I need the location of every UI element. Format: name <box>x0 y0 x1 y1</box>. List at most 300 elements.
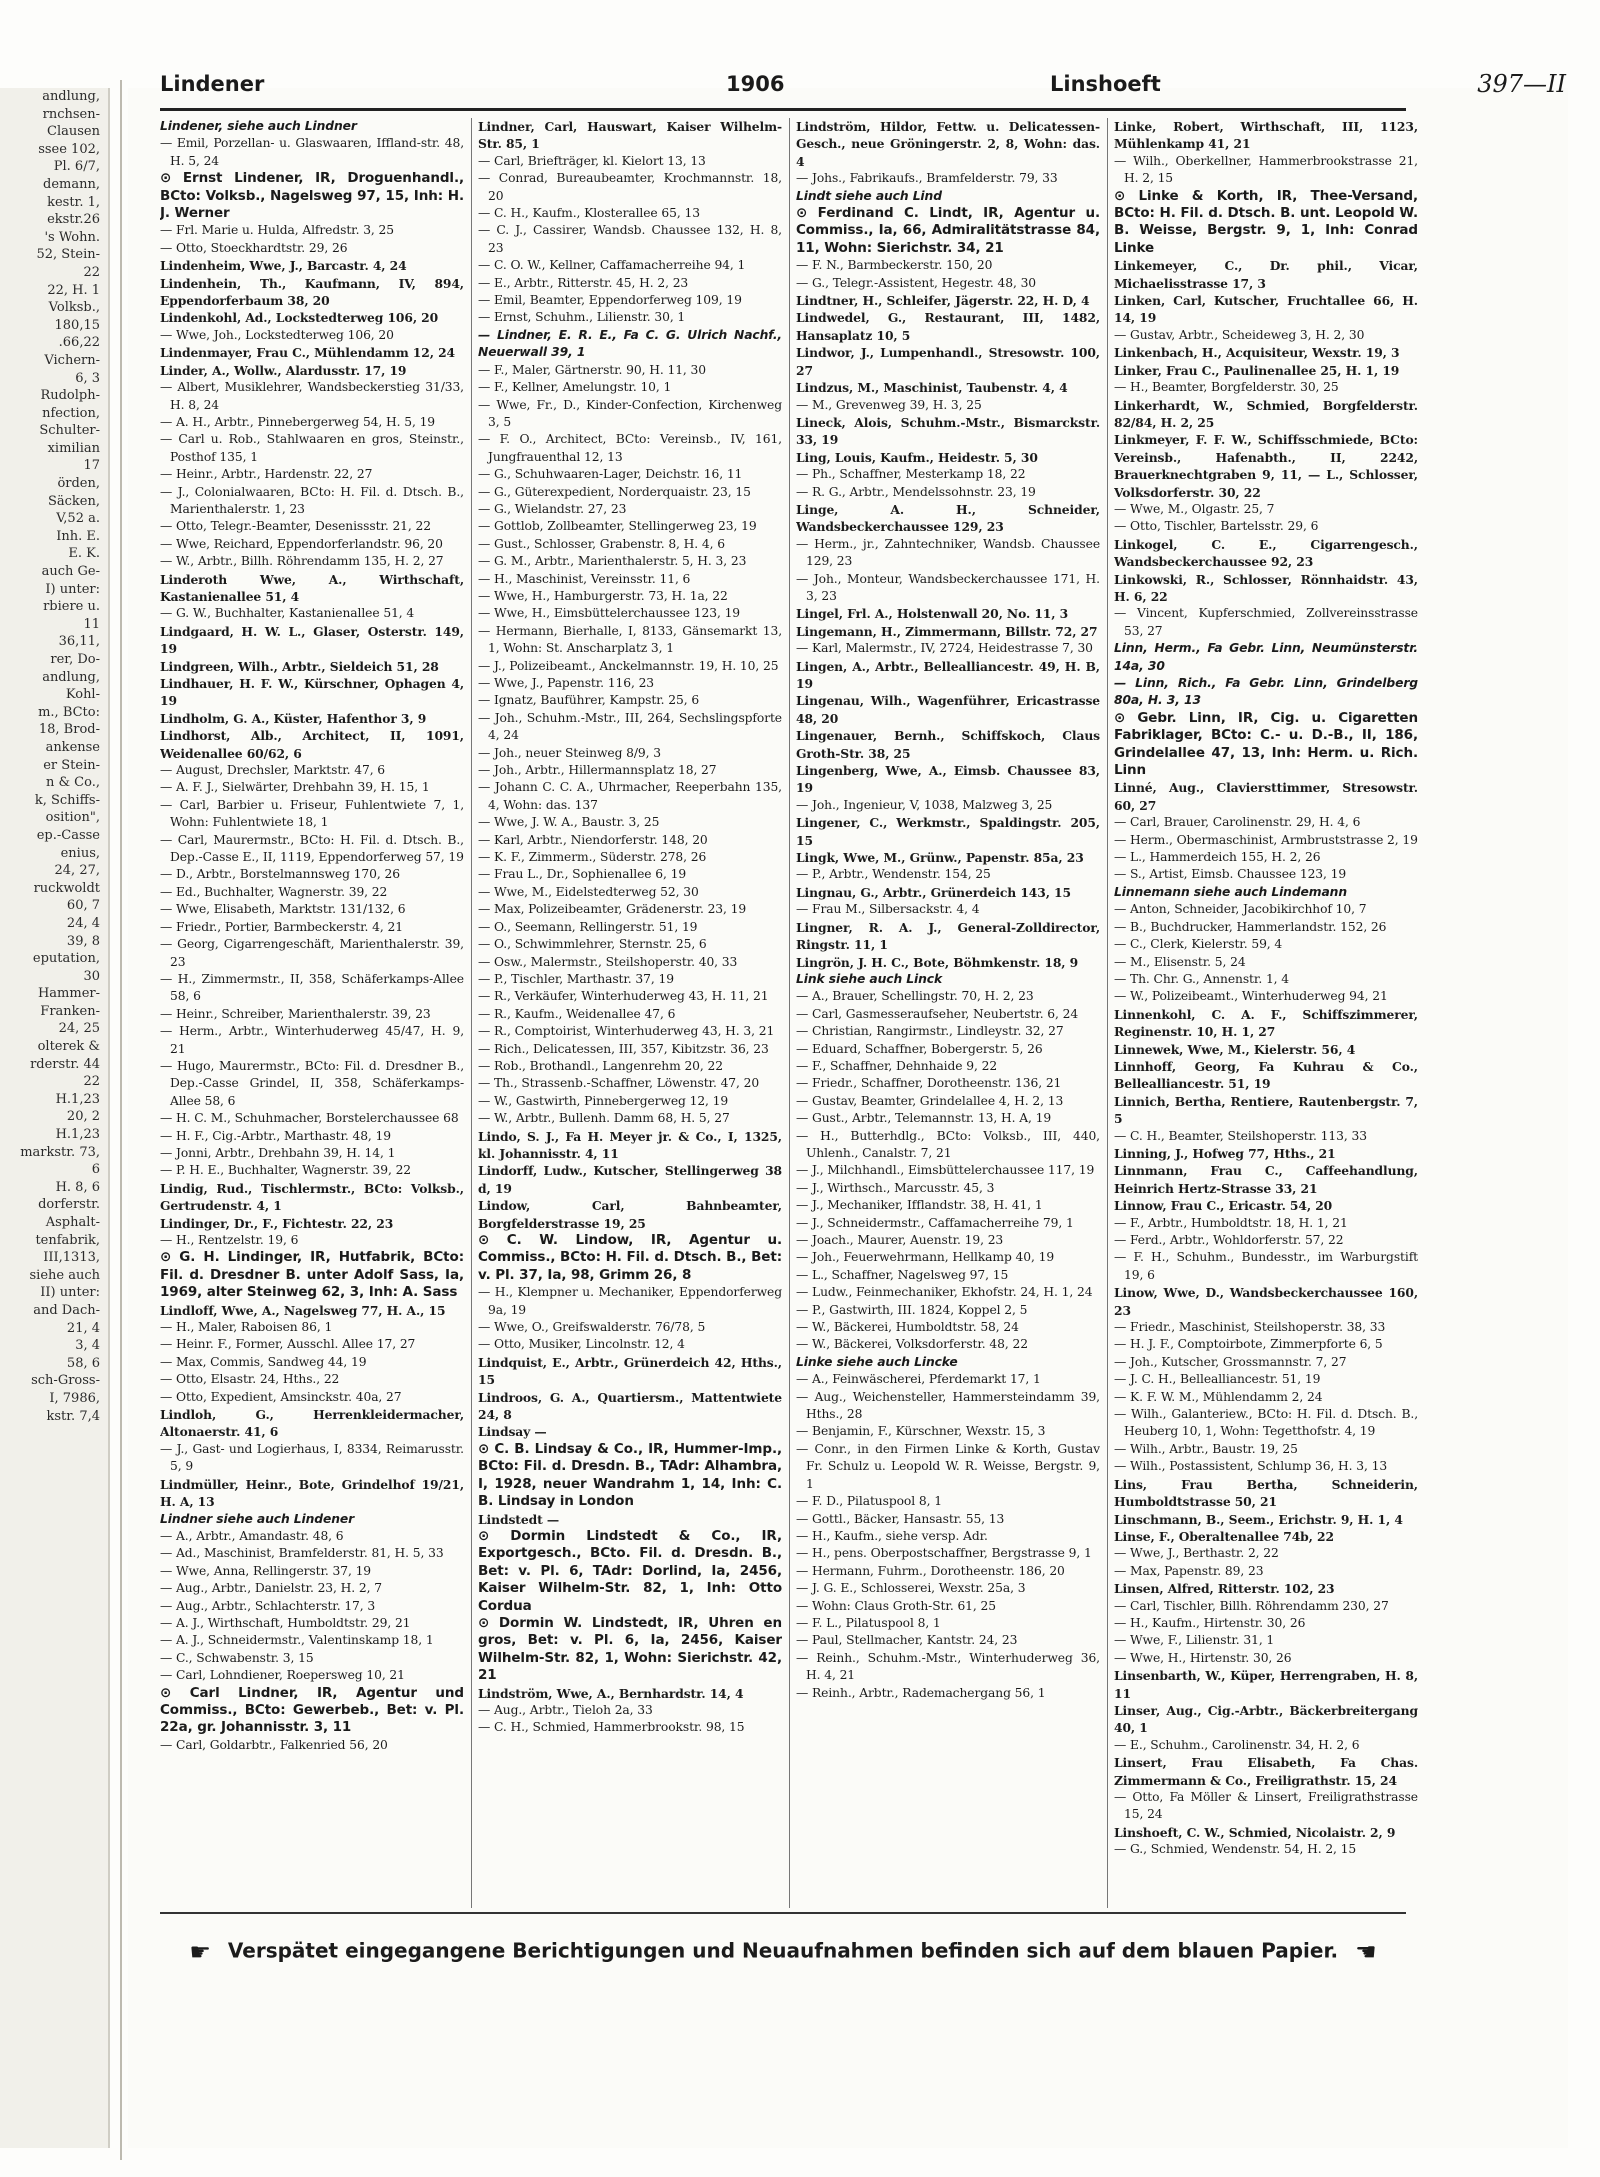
directory-entry: — R., Comptoirist, Winterhuderweg 43, H. 3, 21 <box>478 1024 775 1039</box>
directory-entry: Linnhoff, Georg, Fa Kuhrau & Co., Bellealliancestr. 51, 19 <box>1114 1058 1418 1092</box>
directory-entry: — G., Schuhwaaren-Lager, Deichstr. 16, 11 <box>478 467 743 482</box>
directory-entry: ⊙ Linke & Korth, IR, Thee-Versand, BCto: H. Fil. d. Dtsch. B. unt. Leopold W. B. Weisse, Bergstr. 9, 1, Inh: Conrad Linke <box>1114 187 1418 256</box>
directory-entry: — Otto, Musiker, Lincolnstr. 12, 4 <box>478 1337 685 1352</box>
previous-page-fragment: 24, 25 <box>58 1021 100 1037</box>
previous-page-fragment: 24, 4 <box>66 915 100 931</box>
previous-page-fragment: rnchsen- <box>42 106 100 122</box>
directory-entry: Linkenbach, H., Acquisiteur, Wexstr. 19, 3 <box>1114 345 1400 361</box>
previous-page-edge <box>0 88 110 2148</box>
directory-entry: Linkerhardt, W., Schmied, Borgfelderstr. 82/84, H. 2, 25 <box>1114 397 1418 430</box>
header-year: 1906 <box>726 72 785 96</box>
previous-page-fragment: k, Schiffs- <box>34 792 100 808</box>
directory-entry: — C. O. W., Kellner, Caffamacherreihe 94, 1 <box>478 258 746 273</box>
directory-entry: Lindenmayer, Frau C., Mühlendamm 12, 24 <box>160 345 455 361</box>
directory-entry: Linder, A., Wollw., Alardusstr. 17, 19 <box>160 362 407 378</box>
directory-entry: — Wwe, F., Lilienstr. 31, 1 <box>1114 1633 1275 1648</box>
directory-entry: Lindström, Wwe, A., Bernhardstr. 14, 4 <box>478 1685 744 1701</box>
directory-entry: — Carl, Tischler, Billh. Röhrendamm 230, 27 <box>1114 1598 1389 1613</box>
directory-entry: — Otto, Elsastr. 24, Hths., 22 <box>160 1372 340 1387</box>
directory-entry: — Hermann, Bierhalle, I, 8133, Gänsemarkt 13, 1, Wohn: St. Anscharplatz 3, 1 <box>478 623 782 656</box>
directory-entry: Linné, Aug., Claviersttimmer, Stresowstr. 60, 27 <box>1114 780 1418 813</box>
directory-entry: — Carl u. Rob., Stahlwaaren en gros, Steinstr., Posthof 135, 1 <box>160 432 464 464</box>
directory-entry: — Wilh., Postassistent, Schlump 36, H. 3, 13 <box>1114 1459 1388 1474</box>
directory-entry: — Heinr. F., Former, Ausschl. Allee 17, 27 <box>160 1337 416 1352</box>
directory-entry: — Karl, Arbtr., Niendorferstr. 148, 20 <box>478 832 708 847</box>
column-divider <box>1107 118 1108 1908</box>
previous-page-fragment: ssee 102, <box>38 141 100 157</box>
previous-page-fragment: markstr. 73, <box>20 1144 100 1160</box>
directory-entry: — Herm., jr., Zahntechniker, Wandsb. Chaussee 129, 23 <box>796 536 1100 569</box>
directory-entry: ⊙ Dormin W. Lindstedt, IR, Uhren en gros, Bet: v. Pl. 6, Ia, 2456, Kaiser Wilhelm-Str. 82, 1, Wohn: Sierichstr. 42, 21 <box>478 1614 782 1684</box>
directory-entry: Lindwor, J., Lumpenhandl., Stresowstr. 100, 27 <box>796 345 1100 378</box>
directory-entry: Linderoth Wwe, A., Wirthschaft, Kastanienallee 51, 4 <box>160 571 464 604</box>
directory-entry: — Aug., Arbtr., Schlachterstr. 17, 3 <box>160 1598 376 1613</box>
directory-entry: — J., Wirthsch., Marcusstr. 45, 3 <box>796 1180 995 1195</box>
previous-page-fragment: .66,22 <box>58 335 100 351</box>
previous-page-fragment: sch-Gross- <box>31 1373 100 1389</box>
directory-entry: — Wwe, M., Eidelstedterweg 52, 30 <box>478 884 699 899</box>
directory-entry: — Benjamin, F., Kürschner, Wexstr. 15, 3 <box>796 1424 1046 1439</box>
previous-page-fragment: H. 8, 6 <box>55 1179 100 1195</box>
directory-entry: — H. C. M., Schuhmacher, Borstelerchaussee 68 <box>160 1111 459 1126</box>
directory-entry: — Osw., Malermstr., Steilshoperstr. 40, 33 <box>478 954 738 969</box>
previous-page-fragment: 52, Stein- <box>36 247 100 263</box>
directory-entry: Lingel, Frl. A., Holstenwall 20, No. 11, 3 <box>796 606 1069 622</box>
directory-entry: Linnewek, Wwe, M., Kielerstr. 56, 4 <box>1114 1041 1356 1057</box>
previous-page-fragment: Vichern- <box>44 352 100 368</box>
directory-entry: — H. J. F., Comptoirbote, Zimmerpforte 6, 5 <box>1114 1337 1383 1352</box>
directory-entry: — C., Schwabenstr. 3, 15 <box>160 1650 314 1665</box>
directory-entry: — F. N., Barmbeckerstr. 150, 20 <box>796 258 993 273</box>
previous-page-fragment: Schulter- <box>39 423 100 439</box>
directory-entry: — C. H., Schmied, Hammerbrookstr. 98, 15 <box>478 1720 745 1735</box>
directory-entry: — Carl, Briefträger, kl. Kielort 13, 13 <box>478 153 706 168</box>
previous-page-fragment: II) unter: <box>40 1285 100 1301</box>
directory-entry: — J., Mechaniker, Ifflandstr. 38, H. 41, 1 <box>796 1198 1043 1213</box>
directory-entry: — R. G., Arbtr., Mendelssohnstr. 23, 19 <box>796 484 1036 499</box>
directory-entry: — Ed., Buchhalter, Wagnerstr. 39, 22 <box>160 884 388 899</box>
header-last-name: Linshoeft <box>1050 72 1161 96</box>
directory-entry: — D., Arbtr., Borstelmannsweg 170, 26 <box>160 867 400 882</box>
directory-entry: — Wwe, Fr., D., Kinder-Confection, Kirchenweg 3, 5 <box>478 397 782 429</box>
directory-entry: — F. O., Architect, BCto: Vereinsb., IV, 161, Jungfrauenthal 12, 13 <box>478 432 782 464</box>
directory-entry: — H., Maschinist, Vereinsstr. 11, 6 <box>478 571 691 586</box>
directory-entry: — G., Schmied, Wendenstr. 54, H. 2, 15 <box>1114 1842 1357 1857</box>
directory-entry: — H., Klempner u. Mechaniker, Eppendorferweg 9a, 19 <box>478 1285 782 1317</box>
previous-page-fragment: 22 <box>83 264 100 280</box>
directory-entry: — H., Butterhdlg., BCto: Volksb., III, 440, Uhlenh., Canalstr. 7, 21 <box>796 1128 1100 1160</box>
directory-entry: Linker, Frau C., Paulinenallee 25, H. 1, 19 <box>1114 362 1400 378</box>
directory-entry: — K. F., Zimmerm., Süderstr. 278, 26 <box>478 850 707 865</box>
previous-page-fragment: 22, H. 1 <box>47 282 100 298</box>
footer-text: Verspätet eingegangene Berichtigungen und Neuaufnahmen befinden sich auf dem blauen Papier. <box>227 1938 1339 1963</box>
previous-page-fragment: dorferstr. <box>38 1197 100 1213</box>
directory-entry: — J. C. H., Bellealliancestr. 51, 19 <box>1114 1372 1321 1387</box>
directory-entry: Linkemeyer, C., Dr. phil., Vicar, Michaelisstrasse 17, 3 <box>1114 258 1418 291</box>
directory-entry: — Th., Strassenb.-Schaffner, Löwenstr. 47, 20 <box>478 1076 760 1091</box>
directory-entry: — Eduard, Schaffner, Bobergerstr. 5, 26 <box>796 1041 1043 1056</box>
directory-entry: Linsenbarth, W., Küper, Herrengraben, H. 8, 11 <box>1114 1668 1418 1701</box>
directory-entry: — Wwe, Reichard, Eppendorferlandstr. 96, 20 <box>160 536 443 551</box>
directory-entry: — L., Schaffner, Nagelsweg 97, 15 <box>796 1267 1009 1282</box>
directory-entry: Lindstedt — <box>478 1511 560 1527</box>
directory-entry: Linsen, Alfred, Ritterstr. 102, 23 <box>1114 1581 1335 1597</box>
directory-entry: Lindström, Hildor, Fettw. u. Delicatessen-Gesch., neue Gröningerstr. 2, 8, Wohn: das. 4 <box>796 119 1100 169</box>
previous-page-fragment: 24, 27, <box>54 863 100 879</box>
directory-entry: — Friedr., Schaffner, Dorotheenstr. 136, 21 <box>796 1076 1062 1091</box>
directory-entry: — Heinr., Schreiber, Marienthalerstr. 39, 23 <box>160 1006 431 1021</box>
directory-entry: — Joh., neuer Steinweg 8/9, 3 <box>478 745 661 760</box>
directory-entry: — Joh., Arbtr., Hillermannsplatz 18, 27 <box>478 763 717 778</box>
directory-entry: Lingrön, J. H. C., Bote, Böhmkenstr. 18, 9 <box>796 954 1079 970</box>
directory-entry: — Frau L., Dr., Sophienallee 6, 19 <box>478 867 687 882</box>
directory-entry: — Georg, Cigarrengeschäft, Marienthalerstr. 39, 23 <box>160 937 464 969</box>
directory-entry: Lingener, C., Werkmstr., Spaldingstr. 205, 15 <box>796 815 1100 848</box>
directory-entry: — J. G. E., Schlosserei, Wexstr. 25a, 3 <box>796 1581 1026 1596</box>
previous-page-fragment: rer, Do- <box>50 652 100 667</box>
previous-page-fragment: Säcken, <box>47 493 100 509</box>
previous-page-fragment: tenfabrik, <box>35 1232 100 1248</box>
directory-entry: — Ph., Schaffner, Mesterkamp 18, 22 <box>796 467 1026 482</box>
previous-page-fragment: siehe auch <box>29 1267 100 1283</box>
directory-entry: — Carl, Gasmesseraufseher, Neubertstr. 6, 24 <box>796 1006 1079 1021</box>
directory-entry: Linow, Wwe, D., Wandsbeckerchaussee 160, 23 <box>1114 1285 1418 1318</box>
previous-page-fragment: 21, 4 <box>66 1320 100 1336</box>
directory-entry: Lingen, A., Arbtr., Bellealliancestr. 49, H. B, 19 <box>796 658 1100 691</box>
directory-entry: — Joh., Schuhm.-Mstr., III, 264, Sechslingspforte 4, 24 <box>478 710 782 743</box>
directory-entry: — H. F., Cig.-Arbtr., Marthastr. 48, 19 <box>160 1128 391 1143</box>
directory-entry: — Gottl., Bäcker, Hansastr. 55, 13 <box>796 1511 1005 1526</box>
directory-entry: — H., Kaufm., Hirtenstr. 30, 26 <box>1114 1615 1306 1630</box>
directory-entry: — Reinh., Schuhm.-Mstr., Winterhuderweg 36, H. 4, 21 <box>796 1650 1100 1683</box>
directory-entry: — K. F. W. M., Mühlendamm 2, 24 <box>1114 1389 1323 1404</box>
directory-entry: Lingenauer, Bernh., Schiffskoch, Claus Groth-Str. 38, 25 <box>796 728 1100 761</box>
directory-entry: — Wwe, J. W. A., Baustr. 3, 25 <box>478 815 660 830</box>
directory-entry: Ling, Louis, Kaufm., Heidestr. 5, 30 <box>796 449 1038 465</box>
directory-entry: Lindenkohl, Ad., Lockstedterweg 106, 20 <box>160 310 439 326</box>
directory-entry: — Wwe, J., Berthastr. 2, 22 <box>1114 1546 1279 1561</box>
directory-entry: — J., Schneidermstr., Caffamacherreihe 79, 1 <box>796 1215 1074 1230</box>
directory-entry: — H., Maler, Raboisen 86, 1 <box>160 1320 333 1335</box>
directory-entry: — J., Polizeibeamt., Anckelmannstr. 19, H. 10, 25 <box>478 658 779 673</box>
directory-entry: Linse, F., Oberaltenallee 74b, 22 <box>1114 1528 1334 1544</box>
directory-entry: — Rich., Delicatessen, III, 357, Kibitzstr. 36, 23 <box>478 1041 769 1056</box>
directory-entry: ⊙ C. W. Lindow, IR, Agentur u. Commiss., BCto: H. Fil. d. Dtsch. B., Bet: v. Pl. 37, Ia, 98, Grimm 26, 8 <box>478 1232 782 1283</box>
directory-entry: Linshoeft, C. W., Schmied, Nicolaistr. 2, 9 <box>1114 1824 1396 1840</box>
directory-entry: Lingk, Wwe, M., Grünw., Papenstr. 85a, 23 <box>796 850 1084 866</box>
directory-entry: — H., Beamter, Borgfelderstr. 30, 25 <box>1114 380 1339 395</box>
directory-entry: Linsert, Frau Elisabeth, Fa Chas. Zimmermann & Co., Freiligrathstr. 15, 24 <box>1114 1755 1418 1788</box>
directory-entry: — Ad., Maschinist, Bramfelderstr. 81, H. 5, 33 <box>160 1546 444 1561</box>
previous-page-fragment: 30 <box>83 968 100 984</box>
previous-page-fragment: 36,11, <box>58 634 100 650</box>
directory-entry: — Albert, Musiklehrer, Wandsbeckerstieg 31/33, H. 8, 24 <box>160 380 464 412</box>
directory-entry: — Friedr., Portier, Barmbeckerstr. 4, 21 <box>160 919 403 934</box>
previous-page-fragment: kstr. 7,4 <box>46 1408 100 1424</box>
previous-page-fragment: H.1,23 <box>55 1127 100 1143</box>
directory-entry: — H., Rentzelstr. 19, 6 <box>160 1233 299 1247</box>
running-head <box>160 62 1566 102</box>
directory-entry: Linken, Carl, Kutscher, Fruchtallee 66, H. 14, 19 <box>1114 293 1418 326</box>
directory-entry: — C. J., Cassirer, Wandsb. Chaussee 132, H. 8, 23 <box>478 223 782 255</box>
directory-entry: — W., Polizeibeamt., Winterhuderweg 94, 21 <box>1114 989 1388 1004</box>
directory-entry: — Joh., Kutscher, Grossmannstr. 7, 27 <box>1114 1354 1347 1369</box>
directory-entry: — L., Hammerdeich 155, H. 2, 26 <box>1114 850 1321 865</box>
previous-page-fragment: ximilian <box>47 440 100 456</box>
directory-entry: Lindo, S. J., Fa H. Meyer jr. & Co., I, 1325, kl. Johannisstr. 4, 11 <box>478 1128 782 1161</box>
directory-entry: Linkowski, R., Schlosser, Rönnhaidstr. 43, H. 6, 22 <box>1114 571 1418 604</box>
previous-page-fragment: 3, 4 <box>75 1338 100 1354</box>
directory-entry: — Wwe, Elisabeth, Marktstr. 131/132, 6 <box>160 902 406 917</box>
previous-page-fragment: 11 <box>83 616 100 632</box>
directory-entry: Lindner siehe auch Lindener <box>160 1511 355 1526</box>
directory-entry: — Ernst, Schuhm., Lilienstr. 30, 1 <box>478 310 686 325</box>
previous-page-fragment: H.1,23 <box>55 1091 100 1107</box>
directory-entry: Lindzus, M., Maschinist, Taubenstr. 4, 4 <box>796 380 1068 396</box>
directory-entry: — Anton, Schneider, Jacobikirchhof 10, 7 <box>1114 902 1367 917</box>
directory-entry: — Herm., Obermaschinist, Armbruststrasse 2, 19 <box>1114 832 1418 847</box>
directory-entry: — Aug., Weichensteller, Hammersteindamm 39, Hths., 28 <box>796 1389 1100 1422</box>
directory-entry: Lindhorst, Alb., Architect, II, 1091, Weidenallee 60/62, 6 <box>160 728 464 761</box>
directory-entry: ⊙ Gebr. Linn, IR, Cig. u. Cigaretten Fabriklager, BCto: C.- u. D.-B., II, 186, Grindelallee 47, 13, Inh: Herm. u. Rich. Linn <box>1114 709 1418 779</box>
previous-page-fragment: enius, <box>60 845 100 861</box>
previous-page-fragment: Rudolph- <box>40 388 100 404</box>
previous-page-fragment: örden, <box>57 476 100 492</box>
directory-entry: Lindloh, G., Herrenkleidermacher, Altonaerstr. 41, 6 <box>160 1407 464 1440</box>
previous-page-fragment: Asphalt- <box>45 1215 100 1230</box>
directory-entry: — G., Güterexpedient, Norderquaistr. 23, 15 <box>478 484 751 499</box>
directory-entry: Lingner, R. A. J., General-Zolldirector, Ringstr. 11, 1 <box>796 919 1100 953</box>
directory-entry: — Gustav, Beamter, Grindelallee 4, H. 2, 13 <box>796 1093 1064 1108</box>
previous-page-fragment: E. K. <box>68 546 100 562</box>
directory-entry: Linke siehe auch Lincke <box>796 1354 958 1369</box>
directory-entry: Lindow, Carl, Bahnbeamter, Borgfelderstrasse 19, 25 <box>478 1198 782 1231</box>
directory-entry: — Wwe, H., Eimsbüttelerchaussee 123, 19 <box>478 606 741 621</box>
previous-page-fragment: andlung, <box>42 89 100 104</box>
directory-entry: ⊙ C. B. Lindsay & Co., IR, Hummer-Imp., BCto: Fil. d. Dresdn. B., TAdr: Alhambra, I, 1928, neuer Wandrahm 1, 14, Inh: C. B. Lindsay in London <box>478 1440 782 1510</box>
directory-entry: — P., Tischler, Marthastr. 37, 19 <box>478 971 674 986</box>
directory-entry: — O., Schwimmlehrer, Sternstr. 25, 6 <box>478 937 707 952</box>
directory-entry: ⊙ Ferdinand C. Lindt, IR, Agentur u. Commiss., Ia, 66, Admiralitätstrasse 84, 11, Wohn: Sierichstr. 34, 21 <box>796 205 1100 256</box>
directory-entry: — Carl, Maurermstr., BCto: H. Fil. d. Dtsch. B., Dep.-Casse E., II, 1119, Eppendorferweg 57, 19 <box>160 832 464 865</box>
directory-entry: — A., Brauer, Schellingstr. 70, H. 2, 23 <box>796 989 1034 1004</box>
directory-entry: — A. F. J., Sielwärter, Drehbahn 39, H. 15, 1 <box>160 780 430 795</box>
directory-entry: Lindtner, H., Schleifer, Jägerstr. 22, H. D, 4 <box>796 293 1090 309</box>
directory-entry: Linnenkohl, C. A. F., Schiffszimmerer, Reginenstr. 10, H. 1, 27 <box>1114 1006 1418 1040</box>
directory-entry: — Gust., Arbtr., Telemannstr. 13, H. A, 19 <box>796 1111 1052 1126</box>
directory-entry: — M., Grevenweg 39, H. 3, 25 <box>796 397 982 412</box>
directory-columns <box>160 118 1418 1908</box>
directory-entry: — Gust., Schlosser, Grabenstr. 8, H. 4, 6 <box>478 536 725 551</box>
previous-page-fragment: I) unter: <box>45 581 100 597</box>
directory-entry: — Wwe, Joh., Lockstedterweg 106, 20 <box>160 327 394 342</box>
directory-entry: — O., Seemann, Rellingerstr. 51, 19 <box>478 919 698 934</box>
previous-page-fragment: Pl. 6/7, <box>53 159 100 175</box>
directory-entry: — Conr., in den Firmen Linke & Korth, Gustav Fr. Schulz u. Leopold W. R. Weisse, Bergstr. 9, 1 <box>796 1441 1100 1491</box>
directory-entry: — Hermann, Fuhrm., Dorotheenstr. 186, 20 <box>796 1563 1065 1578</box>
previous-page-fragment: Hammer- <box>37 986 100 1002</box>
previous-page-fragment: 6 <box>91 1162 100 1178</box>
directory-entry: — Heinr., Arbtr., Hardenstr. 22, 27 <box>160 467 373 482</box>
directory-entry: — Otto, Telegr.-Beamter, Desenissstr. 21, 22 <box>160 519 431 534</box>
previous-page-fragment: and Dach- <box>33 1302 100 1318</box>
directory-entry: — Otto, Stoeckhardtstr. 29, 26 <box>160 240 348 255</box>
previous-page-fragment: m., BCto: <box>38 704 100 720</box>
previous-page-fragment: ekstr.26 <box>47 212 100 228</box>
previous-page-fragment: Clausen <box>47 124 100 140</box>
directory-entry: — F., Arbtr., Humboldtstr. 18, H. 1, 21 <box>1114 1215 1348 1230</box>
directory-entry: — Carl, Barbier u. Friseur, Fuhlentwiete 7, 1, Wohn: Fuhlentwiete 18, 1 <box>160 797 464 830</box>
directory-entry: — Joh., Ingenieur, V, 1038, Malzweg 3, 25 <box>796 797 1053 812</box>
previous-page-fragment: Inh. E. <box>56 528 100 544</box>
directory-entry: — A. H., Arbtr., Pinnebergerweg 54, H. 5, 19 <box>160 414 436 429</box>
directory-entry: Link siehe auch Linck <box>796 971 943 986</box>
column-4 <box>1114 118 1418 1908</box>
header-first-name: Lindener <box>160 72 265 96</box>
gutter-rule <box>120 80 122 2160</box>
directory-entry: — Ignatz, Bauführer, Kampstr. 25, 6 <box>478 693 700 708</box>
directory-entry: — J., Gast- und Logierhaus, I, 8334, Reimarusstr. 5, 9 <box>160 1441 464 1474</box>
directory-entry: — Johann C. C. A., Uhrmacher, Reeperbahn 135, 4, Wohn: das. 137 <box>478 780 782 812</box>
directory-entry: — Hugo, Maurermstr., BCto: Fil. d. Dresdner B., Dep.-Casse Grindel, II, 358, Schäferkamps-Allee 58, 6 <box>160 1058 464 1108</box>
previous-page-fragment: III,1313, <box>43 1250 100 1266</box>
directory-entry: — F., Schaffner, Dehnhaide 9, 22 <box>796 1058 998 1073</box>
directory-entry: Linnemann siehe auch Lindemann <box>1114 884 1347 899</box>
directory-entry: — Joh., Feuerwehrmann, Hellkamp 40, 19 <box>796 1250 1055 1265</box>
directory-entry: — R., Kaufm., Weidenallee 47, 6 <box>478 1006 676 1021</box>
directory-entry: — Karl, Malermstr., IV, 2724, Heidestrasse 7, 30 <box>796 641 1093 656</box>
directory-entry: — Rob., Brothandl., Langenrehm 20, 22 <box>478 1058 723 1073</box>
directory-entry: — Wilh., Arbtr., Baustr. 19, 25 <box>1114 1441 1298 1456</box>
directory-entry: ⊙ Carl Lindner, IR, Agentur und Commiss., BCto: Gewerbeb., Bet: v. Pl. 22a, gr. Johannisstr. 3, 11 <box>160 1684 464 1736</box>
directory-entry: Linnmann, Frau C., Caffeehandlung, Heinrich Hertz-Strasse 33, 21 <box>1114 1163 1418 1196</box>
directory-entry: — F. D., Pilatuspool 8, 1 <box>796 1494 942 1509</box>
previous-page-fragment: V,52 a. <box>56 511 100 527</box>
directory-entry: — Carl, Goldarbtr., Falkenried 56, 20 <box>160 1737 388 1752</box>
directory-entry: — H., Kaufm., siehe versp. Adr. <box>796 1528 988 1543</box>
directory-entry: — Wilh., Galanteriew., BCto: H. Fil. d. Dtsch. B., Heuberg 10, 1, Wohn: Tegetthofstr. 4, 19 <box>1114 1407 1418 1439</box>
directory-entry: — P., Arbtr., Wendenstr. 154, 25 <box>796 867 991 882</box>
directory-entry: — Wwe, O., Greifswalderstr. 76/78, 5 <box>478 1320 706 1335</box>
directory-entry: — A. J., Schneidermstr., Valentinskamp 18, 1 <box>160 1633 434 1648</box>
directory-entry: — Otto, Fa Möller & Linsert, Freiligrathstrasse 15, 24 <box>1114 1790 1418 1822</box>
directory-entry: — Max, Commis, Sandweg 44, 19 <box>160 1354 367 1369</box>
directory-entry: — Max, Polizeibeamter, Grädenerstr. 23, 19 <box>478 902 747 917</box>
directory-entry: — Johs., Fabrikaufs., Bramfelderstr. 79, 33 <box>796 171 1058 186</box>
directory-entry: — C. H., Kaufm., Klosterallee 65, 13 <box>478 206 700 221</box>
directory-entry: — Otto, Expedient, Amsinckstr. 40a, 27 <box>160 1389 402 1404</box>
directory-entry: — Friedr., Maschinist, Steilshoperstr. 38, 33 <box>1114 1320 1386 1335</box>
column-1 <box>160 118 464 1908</box>
directory-entry: — P., Gastwirth, III. 1824, Koppel 2, 5 <box>796 1302 1028 1317</box>
directory-entry: — F., Kellner, Amelungstr. 10, 1 <box>478 380 672 395</box>
directory-entry: — G., Telegr.-Assistent, Hegestr. 48, 30 <box>796 275 1037 290</box>
directory-entry: — Reinh., Arbtr., Rademachergang 56, 1 <box>796 1685 1046 1700</box>
directory-entry: — Wwe, M., Olgastr. 25, 7 <box>1114 501 1275 516</box>
directory-entry: — S., Artist, Eimsb. Chaussee 123, 19 <box>1114 867 1347 882</box>
directory-entry: — J., Milchhandl., Eimsbüttelerchaussee 117, 19 <box>796 1163 1095 1178</box>
column-divider <box>789 118 790 1908</box>
directory-entry: — Wohn: Claus Groth-Str. 61, 25 <box>796 1598 996 1613</box>
directory-entry: — Joh., Monteur, Wandsbeckerchaussee 171, H. 3, 23 <box>796 571 1100 603</box>
previous-page-fragment: ruckwoldt <box>33 880 100 896</box>
directory-entry: — Max, Papenstr. 89, 23 <box>1114 1563 1264 1578</box>
directory-entry: — A., Feinwäscherei, Pferdemarkt 17, 1 <box>796 1372 1041 1387</box>
directory-entry: Lingnau, G., Arbtr., Grünerdeich 143, 15 <box>796 884 1071 900</box>
directory-entry: — Aug., Arbtr., Danielstr. 23, H. 2, 7 <box>160 1581 382 1596</box>
directory-entry: — Ludw., Feinmechaniker, Ekhofstr. 24, H. 1, 24 <box>796 1285 1093 1300</box>
directory-entry: Linkmeyer, F. F. W., Schiffsschmiede, BCto: Vereinsb., Hafenabth., II, 2242, Brauerknechtgraben 9, 11, — L., Schlosser, Volksdorferstr. 30, 22 <box>1114 432 1418 500</box>
directory-entry: — Otto, Tischler, Bartelsstr. 29, 6 <box>1114 519 1319 534</box>
directory-entry: — Paul, Stellmacher, Kantstr. 24, 23 <box>796 1633 1018 1648</box>
page-number: 397—II <box>1477 70 1566 98</box>
directory-entry: — F. H., Schuhm., Bundesstr., im Warburgstift 19, 6 <box>1114 1250 1418 1282</box>
directory-entry: Linge, A. H., Schneider, Wandsbeckerchaussee 129, 23 <box>796 501 1100 535</box>
directory-entry: ⊙ Dormin Lindstedt & Co., IR, Exportgesch., BCto. Fil. d. Dresdn. B., Bet: v. Pl. 6, TAdr: Dorlind, Ia, 2456, Kaiser Wilhelm-Str. 82, 1, Inh: Otto Cordua <box>478 1527 782 1614</box>
directory-entry: Lindgaard, H. W. L., Glaser, Osterstr. 149, 19 <box>160 623 464 657</box>
directory-entry: — Th. Chr. G., Annenstr. 1, 4 <box>1114 971 1290 986</box>
directory-entry: — G. M., Arbtr., Marienthalerstr. 5, H. 3, 23 <box>478 554 747 569</box>
directory-entry: Lindner, Carl, Hauswart, Kaiser Wilhelm-Str. 85, 1 <box>478 119 782 152</box>
directory-entry: Lindenheim, Wwe, J., Barcastr. 4, 24 <box>160 258 407 274</box>
directory-entry: — Wwe, H., Hirtenstr. 30, 26 <box>1114 1650 1292 1665</box>
directory-entry: Lindsay — <box>478 1424 547 1440</box>
previous-page-fragment: n & Co., <box>45 775 100 791</box>
directory-entry: — W., Arbtr., Bullenh. Damm 68, H. 5, 27 <box>478 1111 730 1126</box>
previous-page-fragment: ankense <box>45 739 100 755</box>
directory-entry: — Joach., Maurer, Auenstr. 19, 23 <box>796 1233 1004 1247</box>
directory-entry: — Conrad, Bureaubeamter, Krochmannstr. 18, 20 <box>478 171 782 203</box>
previous-page-fragment: eputation, <box>32 951 100 967</box>
footer-rule <box>160 1912 1406 1914</box>
directory-entry: — A. J., Wirthschaft, Humboldtstr. 29, 21 <box>160 1615 411 1630</box>
directory-entry: — Frau M., Silbersackstr. 4, 4 <box>796 902 980 917</box>
previous-page-fragment: 180,15 <box>54 317 100 333</box>
previous-page-fragment: rderstr. 44 <box>30 1056 100 1072</box>
directory-entry: — A., Arbtr., Amandastr. 48, 6 <box>160 1528 344 1543</box>
directory-entry: — Wwe, Anna, Rellingerstr. 37, 19 <box>160 1563 372 1578</box>
directory-entry: Linn, Herm., Fa Gebr. Linn, Neumünsterstr. 14a, 30 <box>1114 641 1418 673</box>
directory-entry: Linkogel, C. E., Cigarrengesch., Wandsbeckerchaussee 92, 23 <box>1114 536 1418 570</box>
directory-entry: — G. W., Buchhalter, Kastanienallee 51, 4 <box>160 606 415 621</box>
directory-entry: Linning, J., Hofweg 77, Hths., 21 <box>1114 1145 1336 1161</box>
header-rule <box>160 108 1406 111</box>
directory-entry: — Vincent, Kupferschmied, Zollvereinsstrasse 53, 27 <box>1114 606 1418 638</box>
column-2 <box>478 118 782 1908</box>
directory-entry: — August, Drechsler, Marktstr. 47, 6 <box>160 763 386 778</box>
directory-entry: Lingenau, Wilh., Wagenführer, Ericastrasse 48, 20 <box>796 693 1100 726</box>
directory-entry: — F., Maler, Gärtnerstr. 90, H. 11, 30 <box>478 362 706 377</box>
column-divider <box>471 118 472 1908</box>
directory-entry: — Ferd., Arbtr., Wohldorferstr. 57, 22 <box>1114 1233 1344 1247</box>
directory-entry: Lindholm, G. A., Küster, Hafenthor 3, 9 <box>160 710 427 726</box>
pointing-hand-right-icon: ☛ <box>189 1938 211 1966</box>
directory-entry: Lindenhein, Th., Kaufmann, IV, 894, Eppendorferbaum 38, 20 <box>160 275 464 309</box>
directory-entry: Lingenberg, Wwe, A., Eimsb. Chaussee 83, 19 <box>796 763 1100 796</box>
previous-page-fragment: 60, 7 <box>66 898 100 914</box>
directory-entry: — Wilh., Oberkellner, Hammerbrookstrasse 21, H. 2, 15 <box>1114 153 1418 186</box>
previous-page-fragment: auch Ge- <box>41 564 100 580</box>
previous-page-fragment: 22 <box>83 1074 100 1090</box>
directory-entry: Lindroos, G. A., Quartiersm., Mattentwiete 24, 8 <box>478 1389 782 1423</box>
directory-entry: — Lindner, E. R. E., Fa C. G. Ulrich Nachf., Neuerwall 39, 1 <box>478 327 782 360</box>
column-3 <box>796 118 1100 1908</box>
previous-page-fragment: kestr. 1, <box>47 194 100 210</box>
pointing-hand-left-icon: ☚ <box>1355 1938 1377 1966</box>
directory-entry: — R., Verkäufer, Winterhuderweg 43, H. 11, 21 <box>478 989 769 1004</box>
previous-page-fragment: 6, 3 <box>75 370 100 386</box>
directory-entry: — P. H. E., Buchhalter, Wagnerstr. 39, 22 <box>160 1163 412 1178</box>
